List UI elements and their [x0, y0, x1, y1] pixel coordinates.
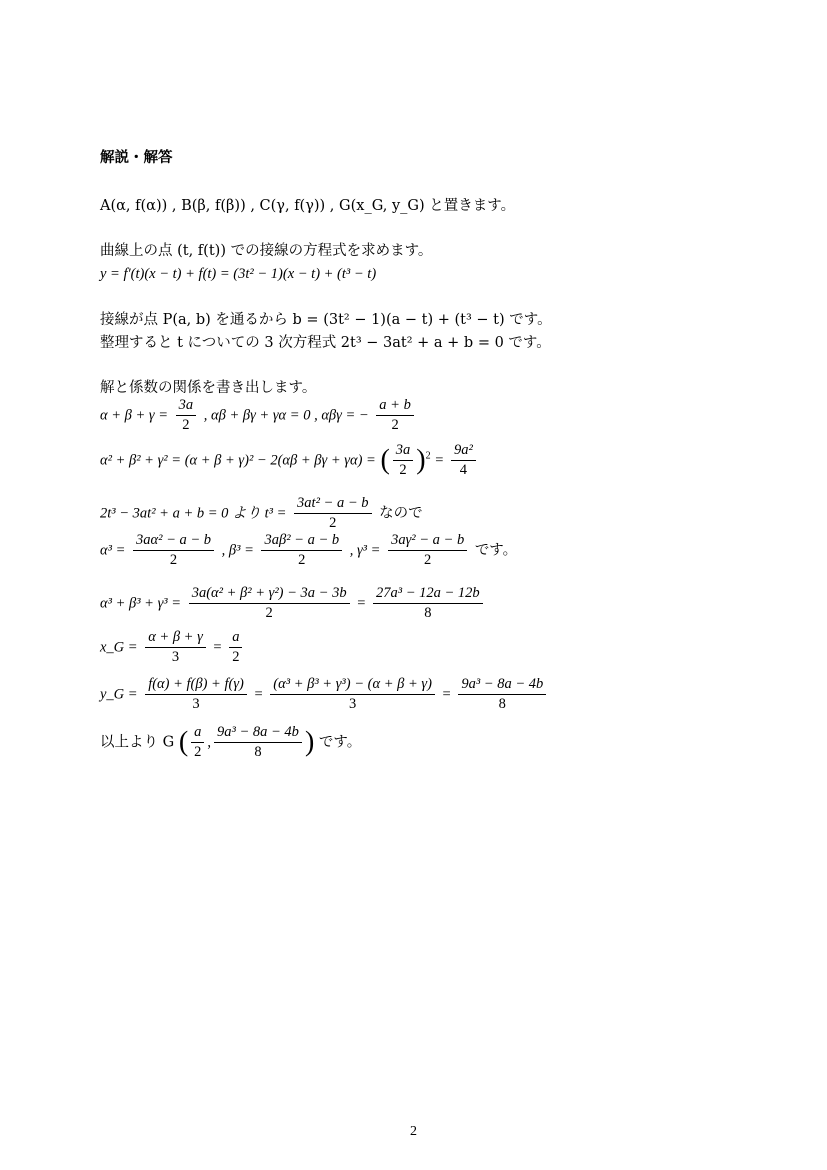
tangent-equation: y = f′(t)(x − t) + f(t) = (3t² − 1)(x − t) + (t³ − t): [100, 266, 377, 282]
vieta-intro-line: 解と係数の関係を書き出します。: [100, 380, 317, 396]
right-paren: ): [304, 726, 315, 758]
beta-cube-lhs: , β³ =: [221, 542, 254, 559]
cube-sum-fraction-1: $\frac{\text{3a(α² + β² + γ²) − 3a − 3b}}{2}$: [189, 584, 350, 623]
conclusion-y-fraction: $\frac{\text{9a³ − 8a − 4b}}{8}$: [214, 723, 302, 762]
equals: =: [213, 639, 222, 656]
section-heading: 解説・解答: [100, 150, 173, 166]
gamma-cube-lhs: , γ³ =: [349, 542, 381, 559]
right-paren: ): [416, 444, 426, 476]
exponent: 2: [425, 450, 431, 462]
tangent-intro-line: 曲線上の点 (t, f(t)) での接線の方程式を求めます。: [100, 243, 433, 259]
gamma-cube-fraction: $\frac{\text{3aγ² − a − b}}{2}$: [388, 531, 467, 570]
equals: =: [357, 595, 366, 612]
conclusion-x-fraction: $\frac{a}{2}$: [191, 723, 204, 762]
comma: ,: [207, 734, 212, 751]
sum-lhs: α + β + γ =: [100, 407, 169, 424]
yg-line: [100, 675, 549, 714]
cube-sum-fraction-2: $\frac{\text{27a³ − 12a − 12b}}{8}$: [373, 584, 483, 623]
alpha-cube-fraction: $\frac{\text{3aα² − a − b}}{2}$: [133, 531, 214, 570]
yg-fraction-1: $\frac{f(\alpha) + f(\beta) + f(\gamma)}{3}$: [145, 675, 247, 714]
conclusion-prefix: 以上より G: [100, 734, 175, 751]
xg-lhs: x_G =: [100, 639, 138, 656]
cube-sum-lhs: α³ + β³ + γ³ =: [100, 595, 182, 612]
xg-line: [100, 628, 245, 667]
alpha-cube-lhs: α³ =: [100, 542, 126, 559]
through-point-line: 接線が点 P(a, b) を通るから b = (3t² − 1)(a − t) + (t³ − t) です。: [100, 312, 552, 328]
beta-cube-fraction: $\frac{\text{3aβ² − a − b}}{2}$: [261, 531, 342, 570]
paren-fraction: $\frac{3a}{2}$: [393, 441, 414, 480]
vieta-relations: [100, 396, 417, 435]
yg-fraction-2: $\frac{\text{(α³ + β³ + γ³) − (α + β + γ)}}{3}$: [270, 675, 435, 714]
equals: =: [442, 686, 451, 703]
cube-sum-line: [100, 584, 486, 623]
xg-fraction-2: $\frac{a}{2}$: [229, 628, 242, 667]
left-paren: (: [178, 726, 189, 758]
setup-line: A(α, f(α)) , B(β, f(β)) , C(γ, f(γ)) , G(x_G, y_G) と置きます。: [100, 198, 516, 214]
squares-lhs: α² + β² + γ² = (α + β + γ)² − 2(αβ + βγ + γα) =: [100, 452, 376, 469]
t-cube-lhs: 2t³ − 3at² + a + b = 0 より t³ =: [100, 505, 287, 522]
pair-and-product: , αβ + βγ + γα = 0 , αβγ = −: [203, 407, 369, 424]
t-cube-fraction: $\frac{\text{3at² − a − b}}{2}$: [294, 494, 371, 533]
t-cube-tail: なので: [379, 505, 423, 522]
yg-fraction-3: $\frac{\text{9a³ − 8a − 4b}}{8}$: [458, 675, 546, 714]
left-paren: (: [380, 444, 390, 476]
t-cube-line: [100, 494, 423, 533]
cubic-equation-line: 整理すると t についての 3 次方程式 2t³ − 3at² + a + b = 0 です。: [100, 335, 551, 351]
equals: =: [435, 452, 444, 469]
squares-result: $\frac{\text{9a²}}{4}$: [451, 441, 476, 480]
conclusion-line: [100, 723, 361, 762]
yg-lhs: y_G =: [100, 686, 138, 703]
root-cubes-line: [100, 531, 517, 570]
page-number: 2: [410, 1124, 417, 1139]
product-fraction: $\frac{a + b}{2}$: [376, 396, 414, 435]
squares-sum: [100, 441, 479, 480]
cubes-tail: です。: [474, 542, 518, 559]
equals: =: [254, 686, 263, 703]
conclusion-tail: です。: [318, 734, 362, 751]
sum-fraction: $\frac{3a}{2}$: [176, 396, 197, 435]
xg-fraction-1: $\frac{\alpha + \beta + \gamma}{3}$: [145, 628, 206, 667]
